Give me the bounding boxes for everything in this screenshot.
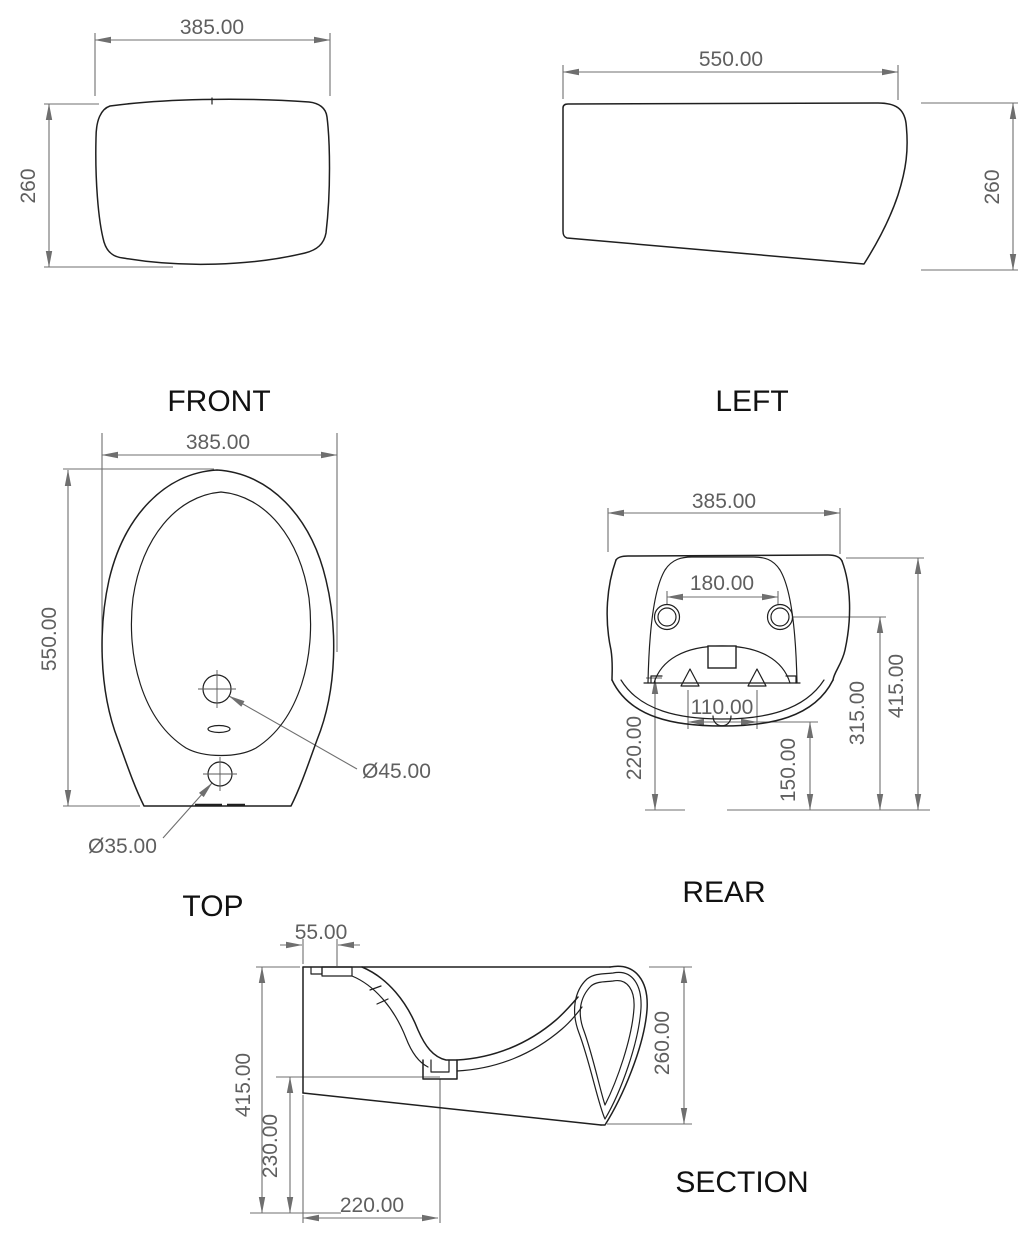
rear-hole-spacing-dim: 180.00 — [689, 572, 755, 595]
section-view-label: SECTION — [675, 1166, 809, 1199]
left-dimensions — [563, 48, 1018, 270]
spud-hole-dim: Ø45.00 — [362, 760, 431, 783]
section-floor-upper — [457, 997, 578, 1060]
left-view — [563, 48, 1018, 418]
front-height-dim: 260 — [17, 168, 40, 204]
rear-outlet-height-dim: 150.00 — [777, 737, 800, 803]
section-overall-height-dim: 415.00 — [232, 1052, 255, 1118]
front-outline — [96, 99, 330, 264]
rear-hole-height-dim: 315.00 — [846, 680, 869, 746]
rear-mount-hole-left-inner — [658, 608, 676, 626]
left-view-label: LEFT — [715, 385, 789, 418]
left-depth-dim: 550.00 — [698, 48, 764, 71]
front-width-dim: 385.00 — [179, 16, 245, 39]
section-channel-inner — [352, 976, 428, 1067]
leader-spud-hole — [229, 696, 357, 769]
top-view-label: TOP — [182, 890, 244, 923]
section-front-wall-outer — [601, 966, 647, 1125]
front-dimensions — [17, 16, 330, 267]
rear-mount-hole-right-inner — [771, 608, 789, 626]
section-base-slant — [303, 1093, 601, 1125]
rear-overall-height-dim: 415.00 — [885, 653, 908, 719]
rear-width-dim: 385.00 — [691, 490, 757, 513]
front-view — [17, 16, 330, 418]
rear-mound-notch — [708, 646, 736, 668]
left-height-dim: 260 — [981, 169, 1004, 205]
section-front-height-dim: 260.00 — [651, 1010, 674, 1076]
leader-drain-hole — [163, 783, 212, 838]
rear-right-side — [833, 561, 850, 680]
rear-view-label: REAR — [682, 876, 766, 909]
section-trap-offset-dim: 220.00 — [339, 1194, 405, 1217]
overflow-slot — [208, 726, 230, 733]
top-inner-rim — [131, 492, 310, 756]
rear-left-side — [607, 560, 616, 680]
top-view — [38, 431, 431, 923]
top-dimensions — [38, 431, 431, 858]
top-width-dim: 385.00 — [185, 431, 251, 454]
left-outline — [563, 103, 907, 264]
top-depth-dim: 550.00 — [38, 606, 61, 672]
rear-rim-height-dim: 220.00 — [623, 715, 646, 781]
section-floor-lower — [457, 1007, 582, 1071]
section-fixing-step — [311, 967, 322, 974]
section-view — [232, 921, 809, 1223]
section-trap-outer — [423, 1060, 457, 1079]
drain-hole-dim: Ø35.00 — [88, 835, 157, 858]
section-trap-inner — [431, 1060, 449, 1072]
front-view-label: FRONT — [167, 385, 271, 418]
rear-inlet-spacing-dim: 110.00 — [690, 696, 754, 719]
rear-top-edge — [616, 555, 842, 561]
section-rim-inset-dim: 55.00 — [294, 921, 348, 944]
rear-dimensions — [608, 490, 930, 810]
rear-view — [607, 490, 930, 909]
section-fixing-notch — [322, 967, 352, 976]
section-cavity-height-dim: 230.00 — [259, 1113, 282, 1179]
